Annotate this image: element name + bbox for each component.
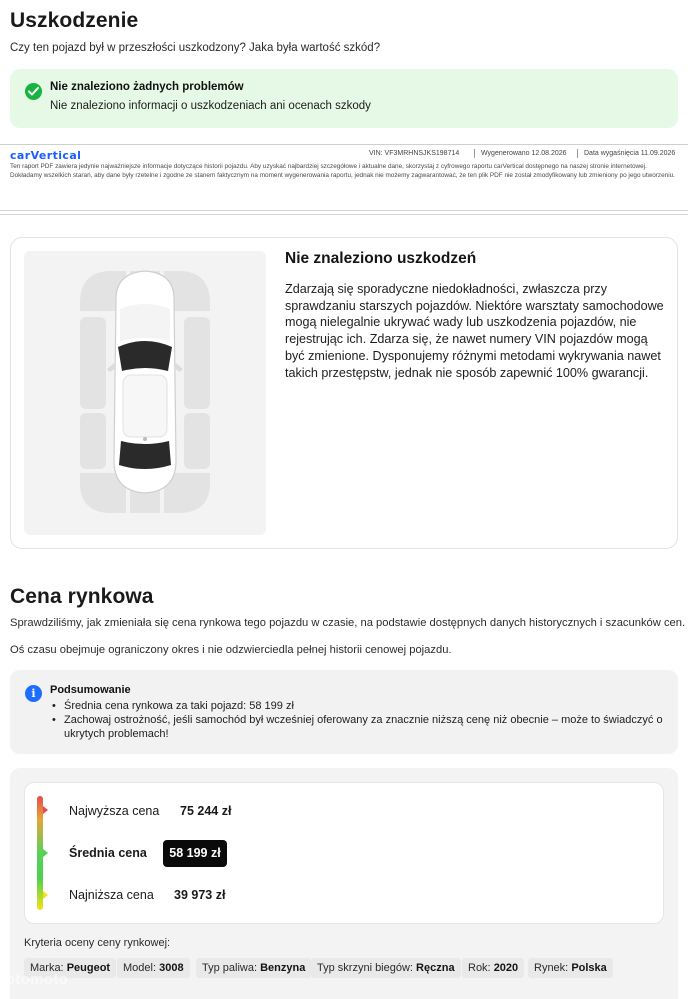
report-vin: VIN: VF3MRHNSJKS198714 [369, 150, 460, 157]
chip-label: Typ paliwa: [202, 962, 258, 974]
check-circle-icon [25, 83, 42, 100]
summary-item: • Zachowaj ostrożność, jeśli samochód był wcześniej oferowany za znacznie niższą cenę niż obecnie – może to świadczyć o ukrytych problemach! [50, 713, 665, 741]
low-price-value: 39 973 zł [174, 888, 226, 902]
chip-value: 3008 [159, 962, 184, 974]
timeline-note: Oś czasu obejmuje ograniczony okres i nie odzwierciedla pełnej historii cenowej pojazdu. [10, 644, 452, 656]
no-damage-text: Zdarzają się sporadyczne niedokładności, zwłaszcza przy sprawdzaniu starszych pojazdów. Niektóre warsztaty samochodowe mogą nielegalnie ukrywać wady lub uszkodzenia pojazdów, nie rejestrując ich. Zdarza się, że nawet numery VIN pojazdów mogą być zmienione. Dysponujemy różnymi metodami wykrywania nawet takich przestępstw, jednak nie sposób zapewnić 100% gwarancji. [285, 282, 664, 380]
chip-value: Ręczna [416, 962, 455, 974]
summary-item: • Średnia cena rynkowa za taki pojazd: 58 199 zł [50, 699, 665, 713]
chip-label: Rok: [468, 962, 491, 974]
no-damage-title: Nie znaleziono uszkodzeń [285, 250, 477, 267]
no-problems-banner [10, 69, 678, 128]
avg-price-label: Średnia cena [69, 846, 147, 860]
criteria-chip-year [462, 958, 524, 978]
page-break-line [0, 214, 688, 215]
otomoto-watermark: otomoto [6, 971, 69, 988]
report-expiry-date: Data wygaśnięcia 11.09.2026 [584, 150, 676, 157]
criteria-chip-gearbox [311, 958, 461, 978]
summary-list [50, 699, 665, 741]
no-problems-title: Nie znaleziono żadnych problemów [50, 81, 244, 93]
chip-label: Model: [123, 962, 157, 974]
low-price-label: Najniższa cena [69, 888, 154, 902]
low-price-marker [43, 891, 48, 899]
chip-label: Typ skrzyni biegów: [317, 962, 413, 974]
chip-value: Peugeot [66, 962, 111, 974]
report-disclaimer: Ten raport PDF zawiera jedynie najważniejsze informacje dotyczące historii pojazdu. Aby uzyskać najbardziej szczegółowe i aktualne dane, skorzystaj z cyfrowego raportu carVertical dostępnego na naszej stronie internetowej. Dokładamy wszelkich starań, aby dane były rzetelne i zgodne ze stanem faktycznym na moment wygenerowania raportu, jednak nie możemy zagwarantować, że ten plik PDF nie został zmodyfikowany lub zmieniony po jego utworzeniu. [10, 163, 675, 179]
summary-title: Podsumowanie [50, 684, 131, 696]
criteria-chip-market [528, 958, 613, 978]
chip-label: Rynek: [534, 962, 569, 974]
high-price-label: Najwyższa cena [69, 804, 160, 818]
damage-section-title: Uszkodzenie [10, 9, 139, 32]
high-price-value: 75 244 zł [180, 804, 232, 818]
criteria-title: Kryteria oceny ceny rynkowej: [24, 937, 171, 949]
damage-section-subtitle: Czy ten pojazd był w przeszłości uszkodzony? Jaka była wartość szkód? [10, 42, 381, 54]
avg-price-marker [43, 849, 48, 857]
criteria-chip-fuel [196, 958, 311, 978]
info-circle-icon: i [25, 685, 42, 702]
carvertical-logo: carVertical [10, 149, 82, 162]
chip-value: Benzyna [260, 962, 306, 974]
no-problems-text: Nie znaleziono informacji o uszkodzeniach ani ocenach szkody [50, 100, 371, 112]
meta-separator [474, 149, 475, 158]
chip-label: Marka: [30, 962, 64, 974]
criteria-chip-model [117, 958, 190, 978]
market-intro-text: Sprawdziliśmy, jak zmieniała się cena rynkowa tego pojazdu w czasie, na podstawie dostępnych danych historycznych i szacunków cen. [10, 617, 686, 629]
meta-separator [577, 149, 578, 158]
footer-divider-top [0, 144, 688, 145]
page-break-line [0, 210, 688, 211]
summary-box [10, 670, 678, 754]
car-top-view-icon [24, 251, 266, 535]
chip-value: Polska [571, 962, 607, 974]
market-price-title: Cena rynkowa [10, 585, 154, 608]
car-damage-diagram [24, 251, 266, 535]
report-generated-date: Wygenerowano 12.08.2026 [481, 150, 567, 157]
high-price-marker [43, 806, 48, 814]
chip-value: 2020 [493, 962, 519, 974]
avg-price-badge: 58 199 zł [163, 840, 227, 867]
